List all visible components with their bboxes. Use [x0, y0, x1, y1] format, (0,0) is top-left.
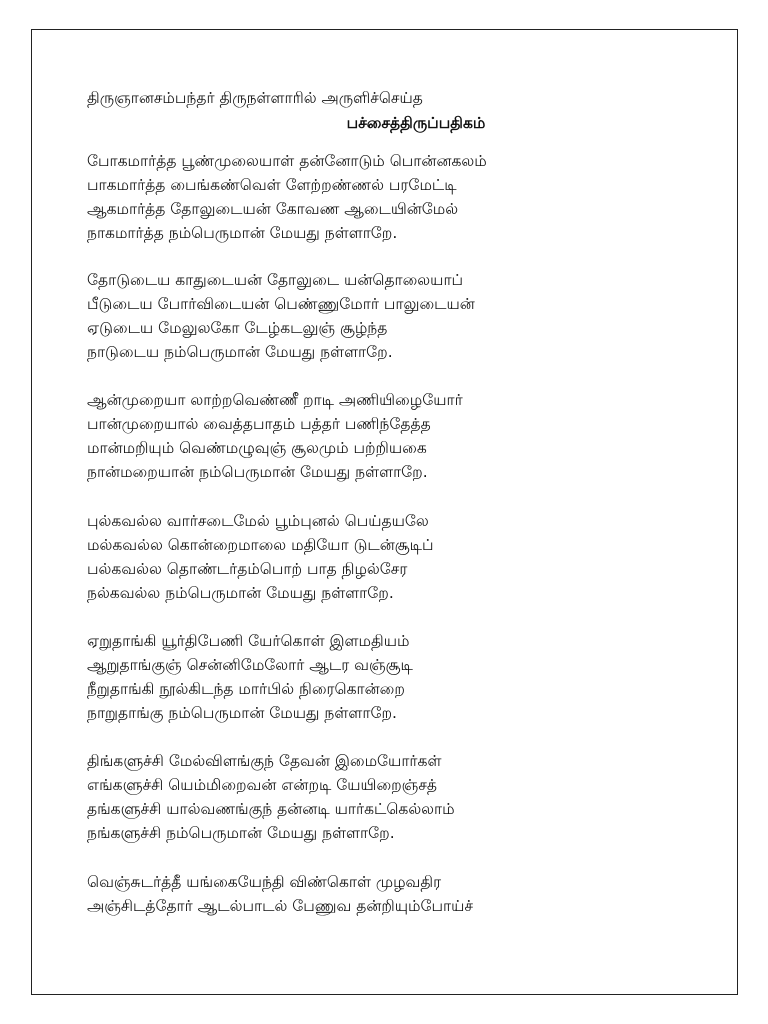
verse-line: புல்கவல்ல வார்சடைமேல் பூம்புனல் பெய்தயலே	[87, 512, 429, 530]
verse-line: அஞ்சிடத்தோர் ஆடல்பாடல் பேணுவ தன்றியும்போய்ச்	[87, 897, 474, 915]
verse-line: நீறுதாங்கி நூல்கிடந்த மார்பில் நிரைகொன்றை	[87, 680, 405, 698]
verse-line: நாடுடைய நம்பெருமான் மேயது நள்ளாறே.	[87, 343, 393, 361]
verse-line: திங்களுச்சி மேல்விளங்குந் தேவன் இமையோர்கள்	[87, 752, 442, 770]
verse-line: எங்களுச்சி யெம்மிறைவன் என்றடி யேயிறைஞ்சத்	[87, 776, 438, 794]
stanza-6	[87, 749, 455, 845]
verse-line: நல்கவல்ல நம்பெருமான் மேயது நள்ளாறே.	[87, 584, 394, 602]
stanza-7	[87, 870, 473, 918]
verse-line: போகமார்த்த பூண்முலையாள் தன்னோடும் பொன்னகலம்	[87, 152, 487, 170]
verse-line: பீடுடைய போர்விடையன் பெண்ணுமோர் பாலுடையன்	[87, 295, 475, 313]
verse-line: ஏறுதாங்கி யூர்திபேணி யேர்கொள் இளமதியம்	[87, 632, 410, 650]
stanza-5	[87, 629, 413, 725]
verse-line: ஏடுடைய மேலுலகோ டேழ்கடலுஞ் சூழ்ந்த	[87, 319, 388, 337]
verse-line: நாறுதாங்கு நம்பெருமான் மேயது நள்ளாறே.	[87, 704, 397, 722]
verse-line: நான்மறையான் நம்பெருமான் மேயது நள்ளாறே.	[87, 463, 428, 481]
verse-line: நாகமார்த்த நம்பெருமான் மேயது நள்ளாறே.	[87, 224, 398, 242]
stanza-4	[87, 509, 434, 605]
verse-line: ஆறுதாங்குஞ் சென்னிமேலோர் ஆடர வஞ்சூடி	[87, 656, 413, 674]
verse-line: தங்களுச்சி யால்வணங்குந் தன்னடி யார்கட்கெல்லாம்	[87, 800, 455, 818]
stanza-3	[87, 388, 463, 484]
verse-line: வெஞ்சுடர்த்தீ யங்கையேந்தி விண்கொள் முழவதிர	[87, 873, 442, 891]
stanza-1	[87, 149, 487, 245]
stanza-2	[87, 268, 475, 364]
verse-line: மல்கவல்ல கொன்றைமாலை மதியோ டுடன்சூடிப்	[87, 536, 434, 554]
verse-line: பல்கவல்ல தொண்டர்தம்பொற் பாத நிழல்சேர	[87, 560, 408, 578]
verse-line: ஆகமார்த்த தோலுடையன் கோவண ஆடையின்மேல்	[87, 200, 459, 218]
verse-line: தோடுடைய காதுடையன் தோலுடை யன்தொலையாப்	[87, 271, 464, 289]
verse-line: நங்களுச்சி நம்பெருமான் மேயது நள்ளாறே.	[87, 824, 395, 842]
verse-line: ஆன்முறையா லாற்றவெண்ணீ றாடி அணியிழையோர்	[87, 391, 463, 409]
title-text: பச்சைத்திருப்பதிகம்	[346, 114, 486, 132]
verse-line: பாகமார்த்த பைங்கண்வெள் ளேற்றண்ணல் பரமேட்டி	[87, 176, 457, 194]
verse-line: மான்மறியும் வெண்மழுவுஞ் சூலமும் பற்றியகை	[87, 439, 427, 457]
verse-line: பான்முறையால் வைத்தபாதம் பத்தர் பணிந்தேத்த	[87, 415, 431, 433]
intro-line: திருஞானசம்பந்தர் திருநள்ளாரில் அருளிச்செய்த	[87, 89, 423, 107]
document-title	[0, 114, 768, 134]
